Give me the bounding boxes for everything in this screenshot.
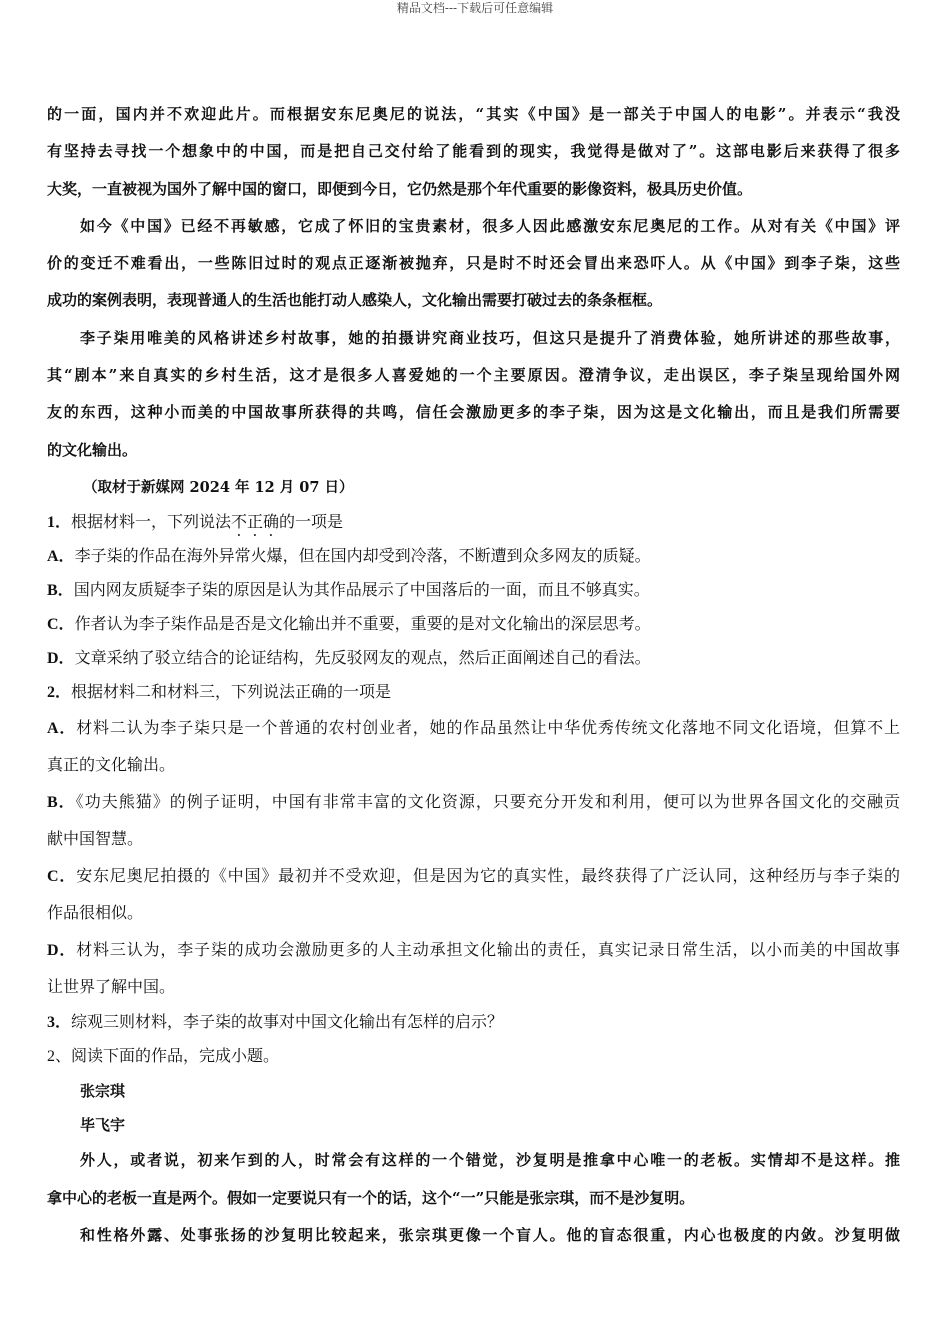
question-number: 2． xyxy=(47,684,72,702)
question-number: 3． xyxy=(47,1014,72,1032)
option-a xyxy=(47,540,900,574)
text-line: 成功的案例表明，表现普通人的生活也能打动人感染人，文化输出需要打破过去的条条框框。 xyxy=(47,291,663,310)
emphasized-text: 不正确 xyxy=(231,514,280,532)
question-stem xyxy=(47,1006,900,1040)
question-stem xyxy=(47,506,900,540)
question-2 xyxy=(47,676,900,1006)
option-d xyxy=(47,642,900,676)
option-key: C． xyxy=(47,868,77,886)
option-text: 材料三认为，李子柒的成功会激励更多的人主动承担文化输出的责任，真实记录日常生活，以小而美的中国故事 xyxy=(76,942,900,960)
option-b-cont: 献中国智慧。 xyxy=(47,831,144,849)
text-line: 友的东西，这种小而美的中国故事所获得的共鸣，信任会激励更多的李子柒，因为这是文化输出，而且是我们所需要 xyxy=(47,403,900,422)
option-text: 作者认为李子柒作品是否是文化输出并不重要，重要的是对文化输出的深层思考。 xyxy=(74,616,651,634)
paragraph-3 xyxy=(47,320,900,469)
option-d xyxy=(47,932,900,969)
stem-text: 根据材料一，下列说法 xyxy=(71,514,232,532)
document-body xyxy=(47,96,900,1254)
paragraph-2 xyxy=(47,208,900,320)
question-1 xyxy=(47,506,900,676)
text-line: 外人，或者说，初来乍到的人，时常会有这样的一个错觉，沙复明是推拿中心唯一的老板。实情却不是这样。推 xyxy=(80,1151,900,1170)
question-number: 1． xyxy=(47,514,72,532)
text-line: 拿中心的老板一直是两个。假如一定要说只有一个的话，这个“一”只能是张宗琪，而不是沙复明。 xyxy=(47,1188,695,1207)
option-c xyxy=(47,608,900,642)
section-heading: 2、阅读下面的作品，完成小题。 xyxy=(47,1048,280,1066)
option-b xyxy=(47,574,900,608)
option-text: 《功夫熊猫》的例子证明，中国有非常丰富的文化资源，只要充分开发和利用，便可以为世界各国文化的交融贡 xyxy=(75,794,900,812)
option-key: B． xyxy=(47,582,74,600)
article-title: 张宗琪 xyxy=(80,1082,126,1101)
page-header: 精品文档---下载后可任意编辑 xyxy=(396,1,554,15)
text-line: 如今《中国》已经不再敏感，它成了怀旧的宝贵素材，很多人因此感激安东尼奥尼的工作。从对有关《中国》评 xyxy=(80,216,900,235)
text-line: 的文化输出。 xyxy=(47,440,138,459)
stem-text: 根据材料二和材料三，下列说法正确的一项是 xyxy=(71,684,392,702)
text-line: 大奖，一直被视为国外了解中国的窗口，即便到今日，它仍然是那个年代重要的影像资料，极具历史价值。 xyxy=(47,179,753,198)
article xyxy=(47,1074,900,1254)
stem-text: 综观三则材料，李子柒的故事对中国文化输出有怎样的启示？ xyxy=(71,1014,504,1032)
option-key: B． xyxy=(47,794,76,812)
text-line: 其“剧本”来自真实的乡村生活，这才是很多人喜爱她的一个主要原因。澄清争议，走出误区，李子柒呈现给国外网 xyxy=(47,366,900,385)
option-key: D． xyxy=(47,650,75,668)
source-citation: （取材于新媒网 2024 年 12 月 07 日） xyxy=(83,478,354,496)
option-c xyxy=(47,858,900,895)
paragraph-1 xyxy=(47,96,900,208)
option-text: 安东尼奥尼拍摄的《中国》最初并不受欢迎，但是因为它的真实性，最终获得了广泛认同，这种经历与李子柒的 xyxy=(76,868,900,886)
option-key: A． xyxy=(47,548,75,566)
option-text: 材料二认为李子柒只是一个普通的农村创业者，她的作品虽然让中华优秀传统文化落地不同文化语境，但算不上 xyxy=(76,720,900,738)
option-a-cont: 真正的文化输出。 xyxy=(47,757,176,775)
option-a xyxy=(47,710,900,747)
option-c-cont: 作品很相似。 xyxy=(47,905,144,923)
stem-text: 的一项是 xyxy=(279,514,344,532)
text-line: 的一面，国内并不欢迎此片。而根据安东尼奥尼的说法，“其实《中国》是一部关于中国人的电影”。并表示“我没 xyxy=(47,105,900,123)
text-line: 价的变迁不难看出，一些陈旧过时的观点正逐渐被抛弃，只是时不时还会冒出来恐吓人。从《中国》到李子柒，这些 xyxy=(47,254,900,273)
text-line: 和性格外露、处事张扬的沙复明比较起来，张宗琪更像一个盲人。他的盲态很重，内心也极度的内敛。沙复明做 xyxy=(80,1225,900,1244)
option-b xyxy=(47,784,900,821)
option-text: 李子柒的作品在海外异常火爆，但在国内却受到冷落，不断遭到众多网友的质疑。 xyxy=(74,548,651,566)
question-3 xyxy=(47,1006,900,1040)
question-stem xyxy=(47,676,900,710)
option-key: C． xyxy=(47,616,75,634)
option-text: 文章采纳了驳立结合的论证结构，先反驳网友的观点，然后正面阐述自己的看法。 xyxy=(74,650,651,668)
option-text: 国内网友质疑李子柒的原因是认为其作品展示了中国落后的一面，而且不够真实。 xyxy=(73,582,650,600)
article-author: 毕飞宇 xyxy=(80,1116,126,1135)
option-key: A． xyxy=(47,720,77,738)
option-key: D． xyxy=(47,942,77,960)
text-line: 李子柒用唯美的风格讲述乡村故事，她的拍摄讲究商业技巧，但这只是提升了消费体验，她所讲述的那些故事， xyxy=(80,328,900,347)
option-d-cont: 让世界了解中国。 xyxy=(47,979,176,997)
text-line: 有坚持去寻找一个想象中的中国，而是把自己交付给了能看到的现实，我觉得是做对了”。这部电影后来获得了很多 xyxy=(47,142,900,161)
